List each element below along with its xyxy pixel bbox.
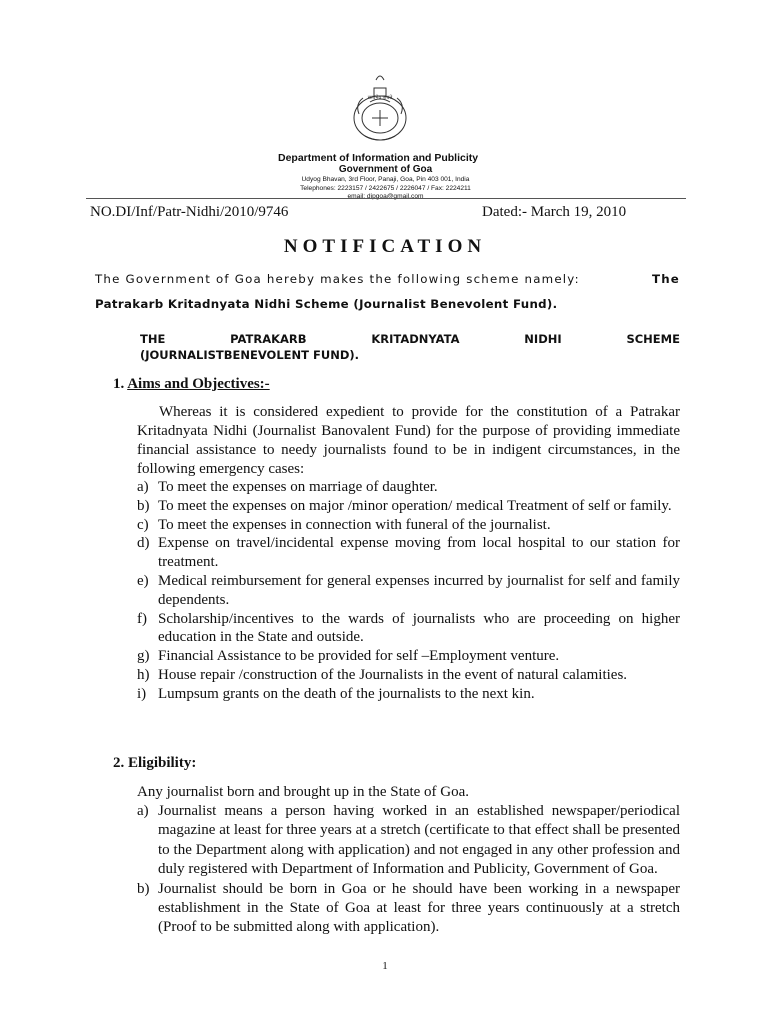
- list-item: d) Expense on travel/incidental expense moving from local hospital to our station for treatment.: [137, 535, 680, 571]
- section-2-number: 2.: [113, 755, 125, 771]
- list-item: c) To meet the expenses in connection with funeral of the journalist.: [137, 516, 551, 533]
- list-item: a) To meet the expenses on marriage of daughter.: [137, 479, 438, 495]
- scheme-word: PATRAKARB: [230, 332, 307, 346]
- government-name: Government of Goa: [338, 164, 433, 175]
- list-item: e) Medical reimbursement for general expenses incurred by journalist for self and family dependents.: [137, 572, 680, 608]
- department-name: Department of Information and Publicity: [278, 152, 479, 164]
- intro-line-1: [95, 272, 680, 286]
- section-2-title: Eligibility:: [128, 755, 197, 771]
- scheme-heading: [140, 332, 680, 362]
- scheme-word: NIDHI: [524, 332, 562, 346]
- section-2-list: [137, 802, 680, 938]
- section-1-list: [137, 478, 680, 704]
- list-item: b) Journalist should be born in Goa or he should have been working in a newspaper establishment in the State of Goa at least for three years continuously at a stretch (Proof to be submitted along with application).: [137, 880, 680, 936]
- letterhead-divider: [86, 198, 686, 199]
- list-item: a) Journalist means a person having worked in an established newspaper/periodical magazine at least for three years at a stretch (certificate to that effect shall be presented to the Department along with application) and not engaged in any other profession and duly registered with Department of Information and Publicity, Government of Goa.: [137, 803, 680, 878]
- scheme-word: THE: [140, 332, 166, 346]
- scheme-heading-line-2: (JOURNALISTBENEVOLENT FUND).: [140, 348, 359, 362]
- list-item: i) Lumpsum grants on the death of the journalists to the next kin.: [137, 685, 535, 702]
- intro-line-2: Patrakarb Kritadnyata Nidhi Scheme (Journalist Benevolent Fund).: [95, 297, 558, 311]
- state-emblem-icon: [345, 66, 415, 146]
- section-2-heading: [113, 755, 196, 772]
- list-item: f) Scholarship/incentives to the wards of journalists who are proceeding on higher education in the State and outside.: [137, 610, 680, 646]
- reference-date: Dated:- March 19, 2010: [482, 204, 627, 220]
- intro-text: The Government of Goa hereby makes the following scheme namely:: [95, 272, 580, 286]
- department-telephones: Telephones: 2223157 / 2422675 / 2226047 / Fax: 2224211: [300, 184, 471, 192]
- section-1-title: Aims and Objectives:-: [127, 376, 270, 392]
- reference-number: NO.DI/Inf/Patr-Nidhi/2010/9746: [90, 204, 289, 220]
- list-item: g) Financial Assistance to be provided for self –Employment venture.: [137, 648, 560, 665]
- list-item: h) House repair /construction of the Journalists in the event of natural calamities.: [137, 666, 628, 683]
- section-1-number: 1.: [113, 376, 125, 392]
- page-number: 1: [382, 960, 388, 972]
- emblem-motto: सत्यमेव जयते: [367, 95, 393, 101]
- letterhead-block: [278, 152, 538, 202]
- list-item: b) To meet the expenses on major /minor operation/ medical Treatment of self or family.: [137, 497, 672, 514]
- scheme-word: SCHEME: [626, 332, 680, 346]
- department-email: email: dipgoa@gmail.com: [347, 193, 424, 200]
- intro-bold-start: The: [651, 272, 680, 286]
- section-2-intro: Any journalist born and brought up in the State of Goa.: [137, 784, 470, 800]
- scheme-word: KRITADNYATA: [371, 332, 460, 346]
- section-1-paragraph: Whereas it is considered expedient to provide for the constitution of a Patrakar Kritadnyata Nidhi (Journalist Banovalent Fund) for the purpose of providing immediate financial assistance to needy journalists found to be in indigent circumstances, in the following emergency cases:: [137, 404, 680, 477]
- page-title: NOTIFICATION: [283, 236, 487, 257]
- department-address: Udyog Bhavan, 3rd Floor, Panaji, Goa, Pin 403 001, India: [301, 176, 470, 183]
- section-1-heading: [113, 376, 270, 393]
